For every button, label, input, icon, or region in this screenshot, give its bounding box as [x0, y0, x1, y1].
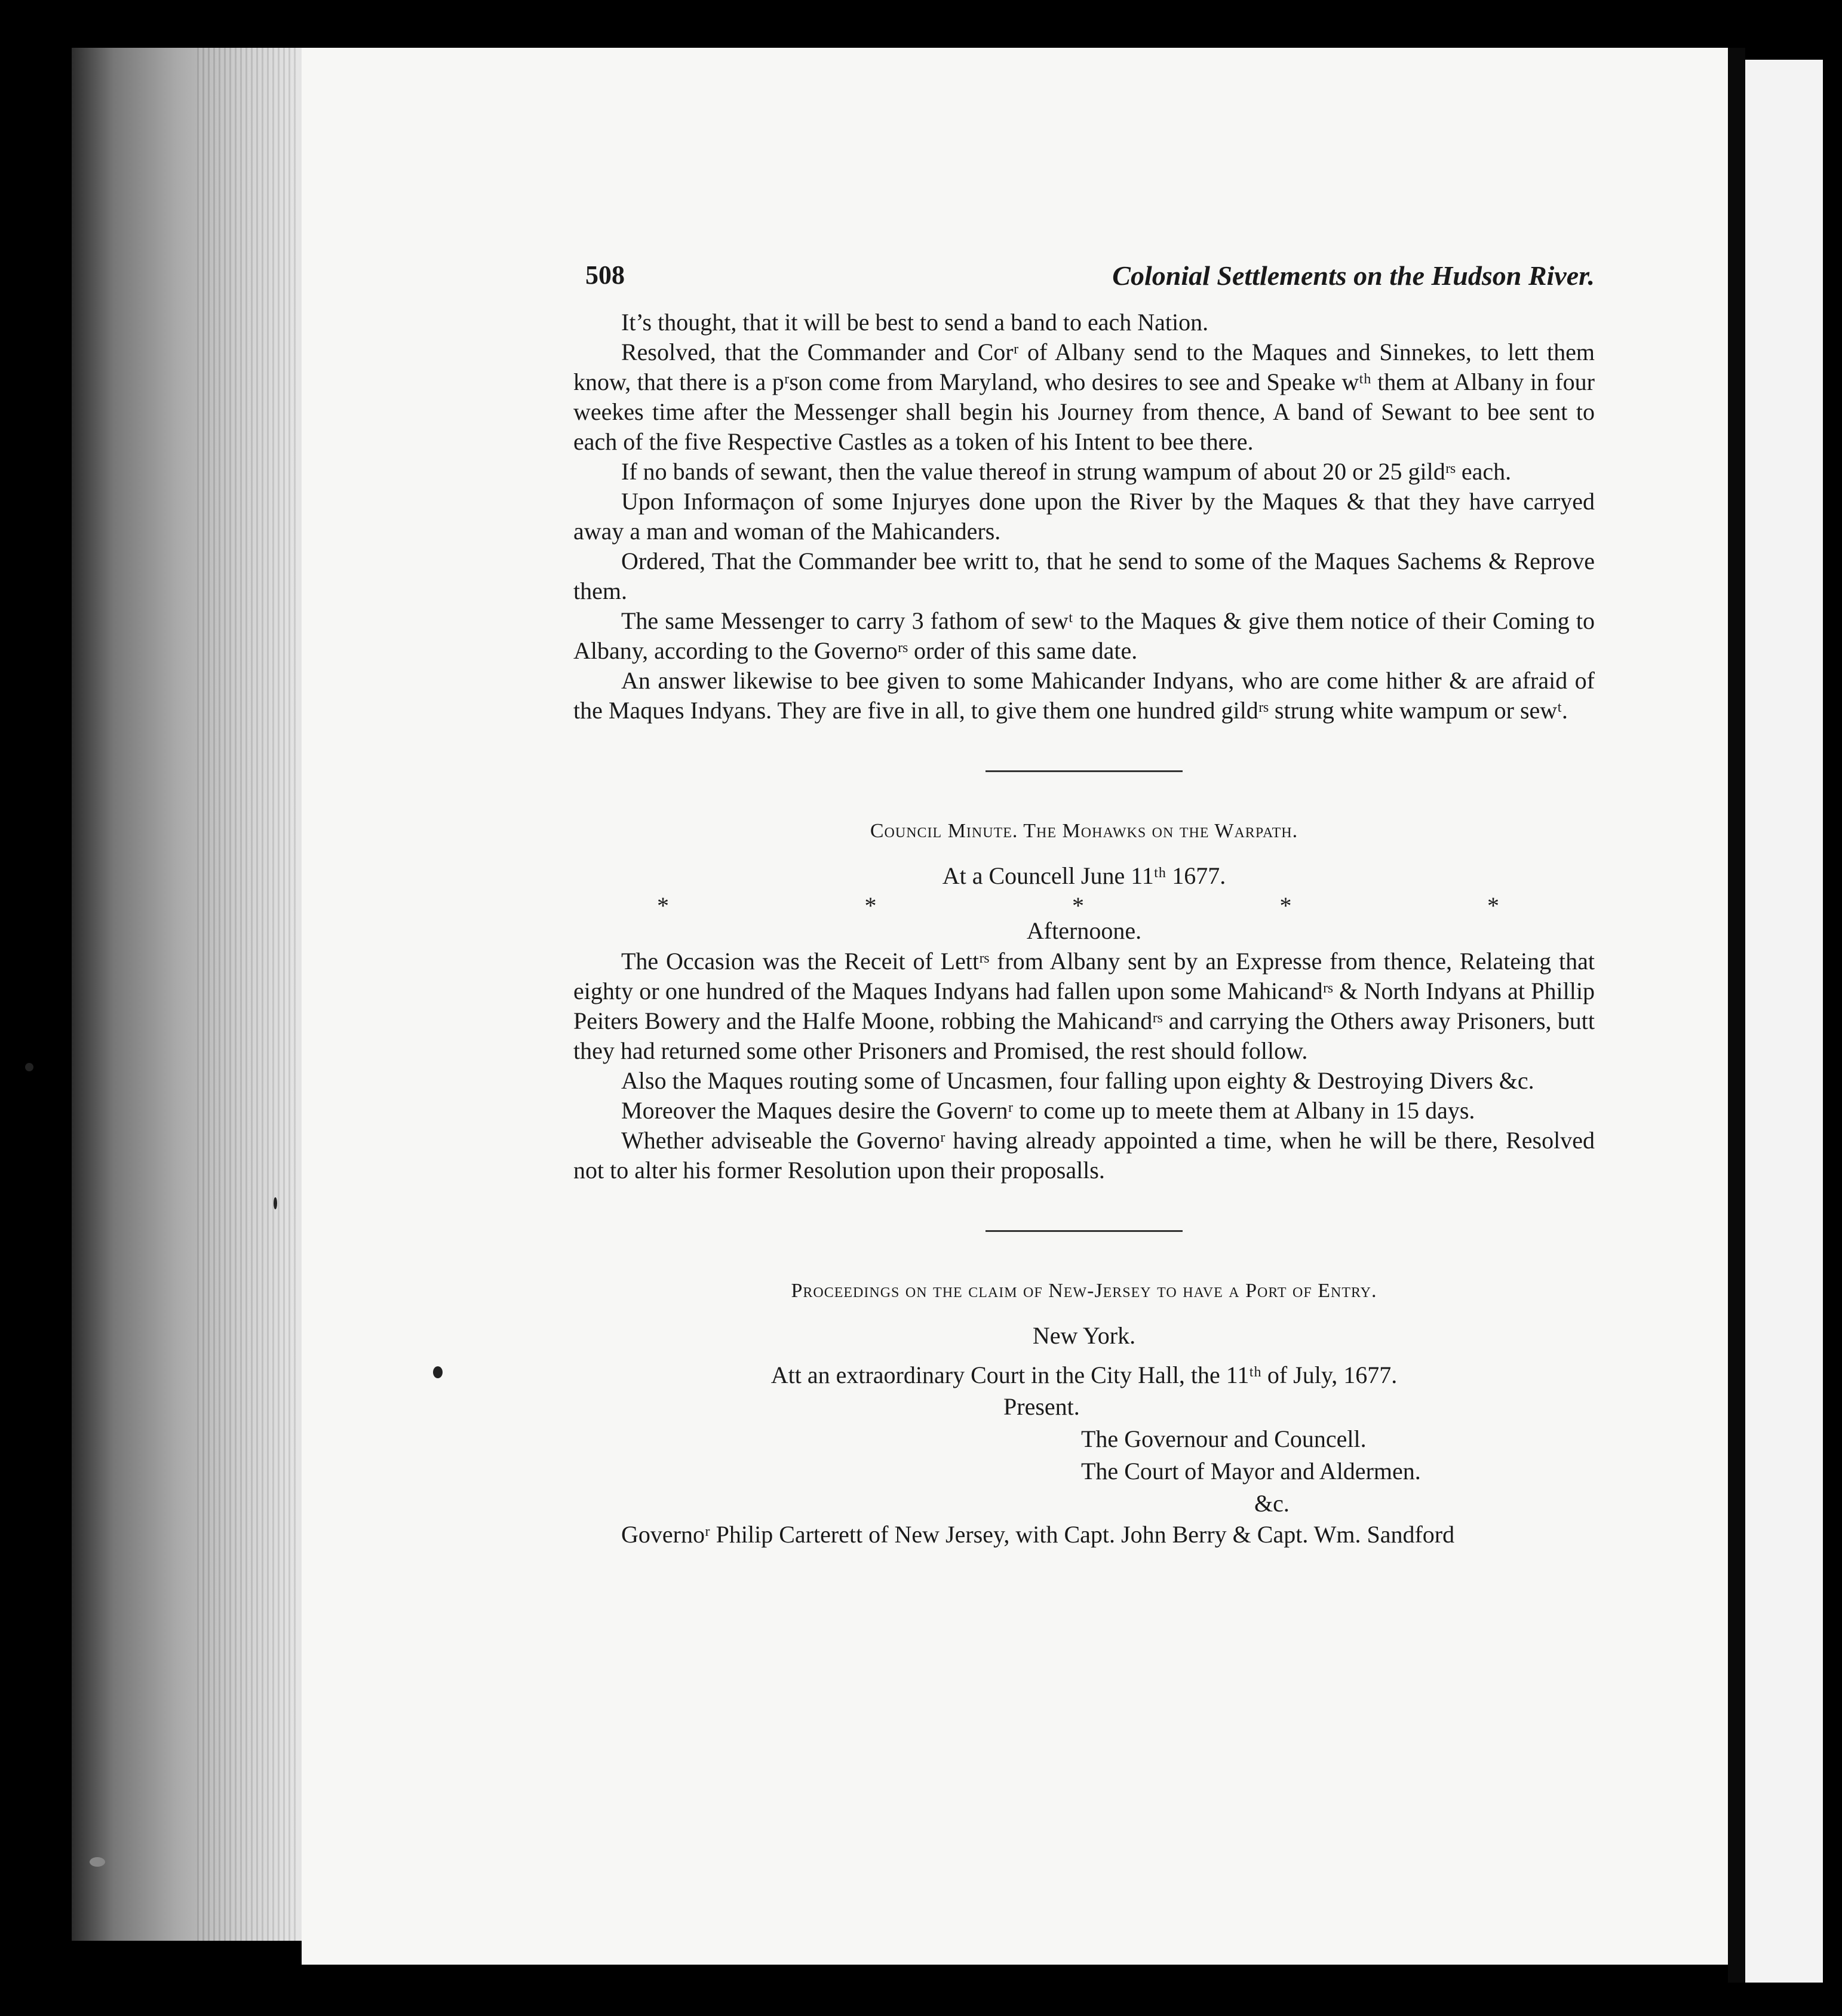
paragraph: If no bands of sewant, then the value thereof in strung wampum of about 20 or 25 gildʳˢ each.	[621, 458, 1512, 485]
asterisk: *	[1279, 892, 1292, 919]
running-title: Colonial Settlements on the Hudson River.	[1112, 260, 1595, 291]
present-item: The Court of Mayor and Aldermen.	[1081, 1458, 1421, 1485]
paragraph: Moreover the Maques desire the Governʳ to come up to meete them at Albany in 15 days.	[621, 1097, 1475, 1124]
asterisk: *	[864, 892, 877, 919]
section-heading: Council Minute. The Mohawks on the Warpath.	[870, 820, 1298, 842]
paragraph: The same Messenger to carry 3 fathom of sewᵗ to the Maques & give them notice of their Coming to Albany, according to the Governoʳˢ order of this same date.	[573, 607, 1595, 664]
section-new-jersey-claim	[573, 1280, 1595, 1550]
section-divider	[986, 1230, 1183, 1232]
place-heading: New York.	[1032, 1322, 1136, 1349]
paragraph: Also the Maques routing some of Uncasmen, four falling upon eighty & Destroying Divers &c.	[621, 1067, 1534, 1094]
present-item: The Governour and Councell.	[1081, 1425, 1367, 1452]
paragraph: The Occasion was the Receit of Lettʳˢ from Albany sent by an Expresse from thence, Relateing that eighty or one hundred of the Maques Indyans had fallen upon some Mahicandʳˢ & North Indyans at Phillip Peiters Bowery and the Halfe Moone, robbing the Mahicandʳˢ and carrying the Others away Prisoners, butt they had returned some other Prisoners and Promised, the rest should follow.	[573, 948, 1595, 1064]
paragraph: Ordered, That the Commander bee writt to, that he send to some of the Maques Sachems & Reprove them.	[573, 548, 1595, 604]
asterisk: *	[1072, 892, 1084, 919]
facing-page-edge	[1745, 60, 1823, 1983]
margin-speck	[90, 1857, 105, 1867]
section-divider	[986, 770, 1183, 772]
section-heading: Proceedings on the claim of New-Jersey to have a Port of Entry.	[791, 1280, 1377, 1302]
present-label: Present.	[1003, 1393, 1080, 1420]
subheading: Afternoone.	[1026, 917, 1142, 944]
paragraph: Resolved, that the Commander and Corʳ of Albany send to the Maques and Sinnekes, to lett them know, that there is a pʳson come from Maryland, who desires to see and Speake wᵗʰ them at Albany in four weekes time after the Messenger shall begin his Journey from thence, A band of Sewant to bee sent to each of the five Respective Castles as a token of his Intent to bee there.	[573, 339, 1595, 455]
section-albany-messenger	[573, 308, 1595, 726]
section-council-minute	[573, 820, 1595, 1185]
paragraph: Whether adviseable the Governoʳ having already appointed a time, when he will be there, Resolved not to alter his former Resolution upon their proposalls.	[573, 1127, 1595, 1184]
asterisk: *	[657, 892, 669, 919]
etc-line: &c.	[1254, 1490, 1290, 1517]
paragraph: It’s thought, that it will be best to send a band to each Nation.	[621, 309, 1209, 336]
asterisk: *	[1487, 892, 1499, 919]
margin-speck	[433, 1366, 443, 1378]
paragraph: Upon Informaçon of some Injuryes done upon the River by the Maques & that they have carryed away a man and woman of the Mahicanders.	[573, 488, 1595, 545]
paragraph: An answer likewise to bee given to some Mahicander Indyans, who are come hither & are afraid of the Maques Indyans. They are five in all, to give them one hundred gildʳˢ strung white wampum or sewᵗ.	[573, 667, 1595, 724]
page-header	[573, 260, 1595, 308]
court-line: Att an extraordinary Court in the City Hall, the 11ᵗʰ of July, 1677.	[770, 1362, 1398, 1388]
paragraph: Governoʳ Philip Carterett of New Jersey, with Capt. John Berry & Capt. Wm. Sandford	[621, 1521, 1455, 1548]
date-line: At a Councell June 11ᵗʰ 1677.	[942, 862, 1226, 889]
page-text	[573, 260, 1595, 1550]
margin-speck	[274, 1197, 277, 1209]
page-number: 508	[585, 260, 625, 290]
page-gutter	[1728, 48, 1745, 1983]
page-edges	[197, 48, 299, 1941]
margin-speck	[25, 1063, 33, 1071]
asterisk-row	[657, 892, 1499, 919]
